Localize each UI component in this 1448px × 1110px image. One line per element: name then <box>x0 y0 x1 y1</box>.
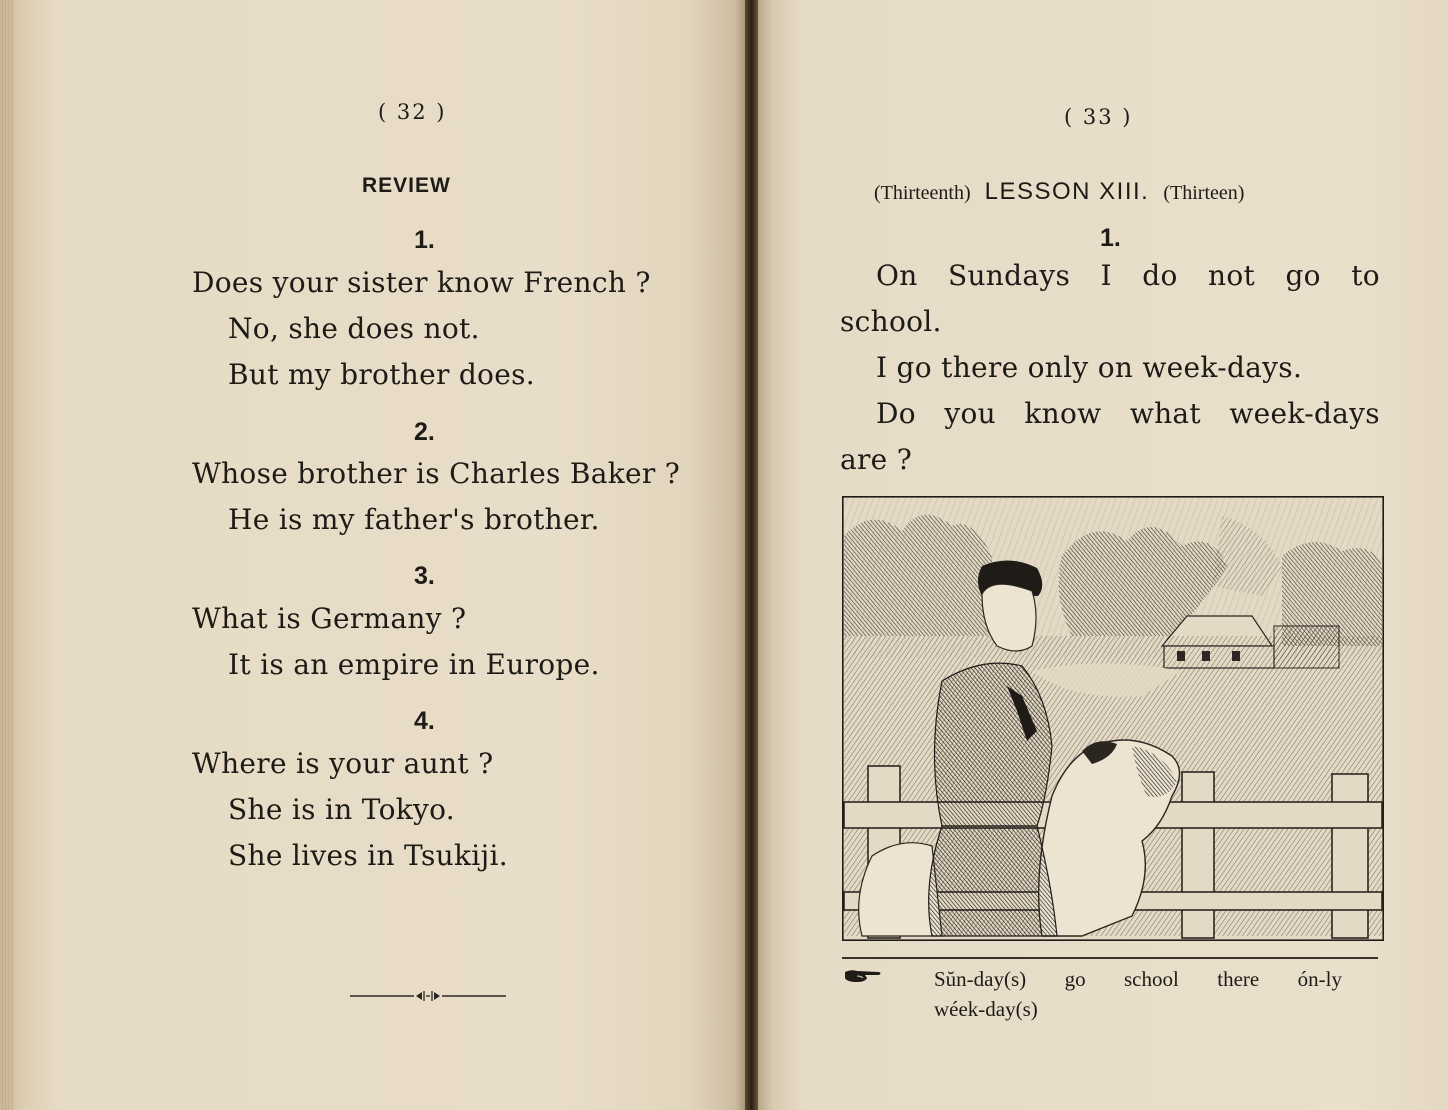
vocab-word: go <box>1064 967 1086 991</box>
question-line: Does your sister know French ? <box>192 266 651 299</box>
lesson-cardinal-word: (Thirteen) <box>1163 182 1245 204</box>
vocab-word: Sŭn-day(s) <box>934 967 1027 991</box>
vocab-word: there <box>1217 967 1260 991</box>
vocab-word: ón-ly <box>1297 967 1342 991</box>
word: to <box>1351 259 1380 292</box>
question-line: Whose brother is Charles Baker ? <box>192 457 681 490</box>
book-gutter <box>745 0 758 1110</box>
word: I <box>1100 259 1112 292</box>
word: you <box>944 397 996 430</box>
question-line: Where is your aunt ? <box>192 747 494 780</box>
answer-line: But my brother does. <box>228 358 535 391</box>
paragraph-line-4 <box>876 397 1380 430</box>
word: do <box>1142 259 1178 292</box>
word: not <box>1208 259 1256 292</box>
lesson-title: LESSON XIII. <box>984 178 1150 205</box>
section-number-1: 1. <box>414 226 435 254</box>
word: go <box>1285 259 1321 292</box>
section-number-4: 4. <box>414 707 435 735</box>
word: Do <box>876 397 916 430</box>
page-edges <box>0 0 14 1110</box>
answer-line: She lives in Tsukiji. <box>228 839 508 872</box>
word: On <box>876 259 918 292</box>
answer-line: It is an empire in Europe. <box>228 648 600 681</box>
paragraph-line-3: I go there only on week-days. <box>876 351 1303 384</box>
word: Sundays <box>947 259 1071 292</box>
page-number-left: ( 32 ) <box>378 100 447 124</box>
pointing-hand-icon <box>843 966 883 988</box>
section-number: 1. <box>1100 224 1121 252</box>
word: what <box>1129 397 1201 430</box>
word: know <box>1024 397 1102 430</box>
lesson-ordinal-word: (Thirteenth) <box>874 182 971 204</box>
review-heading: REVIEW <box>362 174 451 197</box>
paragraph-line-1 <box>876 259 1380 292</box>
question-line: What is Germany ? <box>192 602 467 635</box>
section-number-3: 3. <box>414 562 435 590</box>
paragraph-line-5: are ? <box>840 443 913 476</box>
word: week-days <box>1229 397 1380 430</box>
answer-line: He is my father's brother. <box>228 503 600 536</box>
engraving-boy-and-dog-icon <box>842 496 1384 941</box>
answer-line: She is in Tokyo. <box>228 793 456 826</box>
vocabulary-rule <box>842 957 1378 959</box>
end-ornament-icon <box>350 986 510 1006</box>
lesson-header <box>874 178 1244 206</box>
paragraph-line-2: school. <box>840 305 942 338</box>
vocab-word: wéek-day(s) <box>934 997 1038 1021</box>
answer-line: No, she does not. <box>228 312 480 345</box>
page-number-right: ( 33 ) <box>1064 105 1133 129</box>
vocab-word: school <box>1124 967 1179 991</box>
vocabulary-row-1 <box>934 967 1342 992</box>
section-number-2: 2. <box>414 418 435 446</box>
